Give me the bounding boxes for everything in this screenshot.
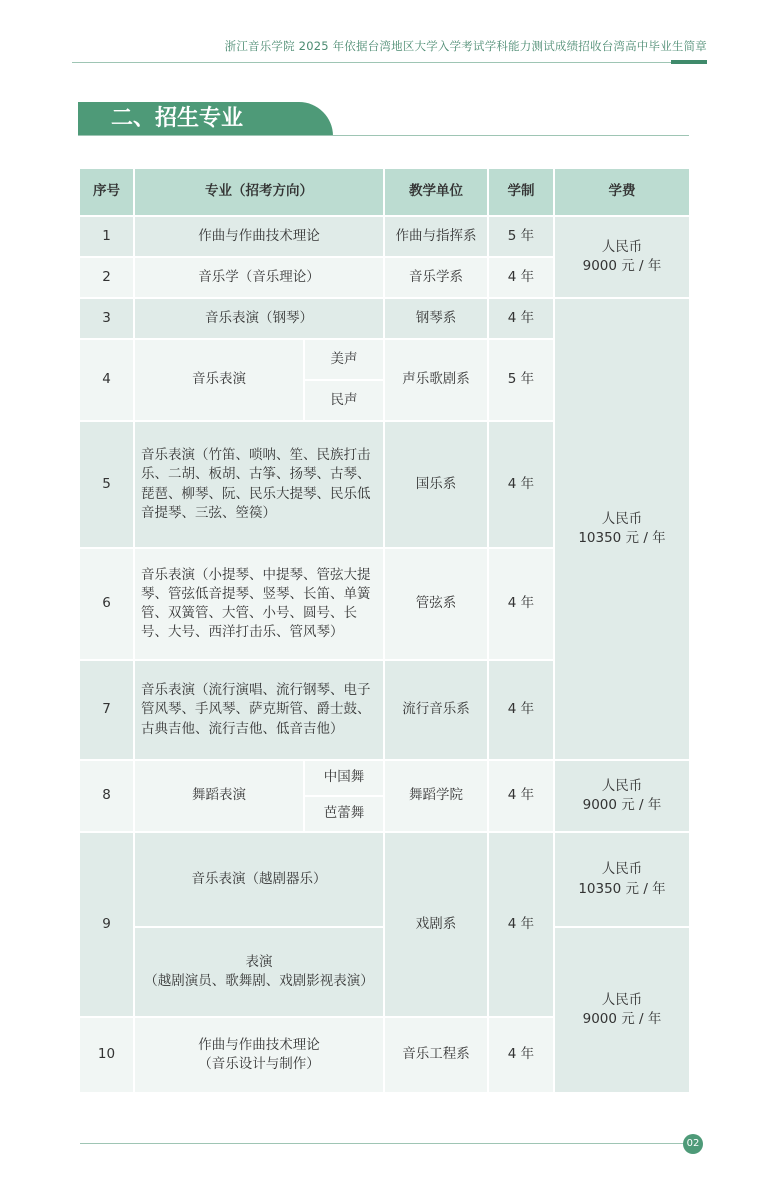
row-major: 音乐学（音乐理论） — [134, 257, 384, 298]
header-accent-bar — [671, 60, 707, 64]
fee-currency: 人民币 — [601, 861, 643, 878]
row-no: 10 — [79, 1017, 134, 1093]
row-unit: 作曲与指挥系 — [384, 216, 488, 257]
row-years: 4 年 — [488, 298, 554, 339]
header-fee: 学费 — [554, 168, 690, 216]
table-row — [79, 298, 690, 339]
row-no: 5 — [79, 421, 134, 548]
row-years: 5 年 — [488, 339, 554, 421]
fee-cell — [554, 832, 690, 927]
row-major-line: （音乐设计与制作） — [198, 1056, 320, 1072]
row-major: 舞蹈表演 — [134, 760, 304, 832]
fee-amount: 9000 元 / 年 — [582, 1011, 662, 1027]
row-major — [134, 1017, 384, 1093]
row-unit: 流行音乐系 — [384, 660, 488, 760]
page-number: 02 — [683, 1134, 703, 1154]
footer-divider — [80, 1143, 687, 1144]
row-major: 音乐表演（竹笛、唢呐、笙、民族打击乐、二胡、板胡、古筝、扬琴、古琴、琵琶、柳琴、阮、民乐大提琴、民乐低音提琴、三弦、箜篌） — [134, 421, 384, 548]
row-sub-major: 民声 — [304, 380, 384, 421]
header-no: 序号 — [79, 168, 134, 216]
row-years: 4 年 — [488, 257, 554, 298]
row-unit: 管弦系 — [384, 548, 488, 660]
fee-currency: 人民币 — [601, 238, 643, 255]
row-no: 1 — [79, 216, 134, 257]
fee-cell — [554, 760, 690, 832]
row-major — [134, 927, 384, 1017]
row-unit: 音乐学系 — [384, 257, 488, 298]
row-no: 7 — [79, 660, 134, 760]
row-no: 2 — [79, 257, 134, 298]
fee-amount: 10350 元 / 年 — [578, 880, 666, 897]
table-header-row — [79, 168, 690, 216]
row-major: 音乐表演（流行演唱、流行钢琴、电子管风琴、手风琴、萨克斯管、爵士鼓、古典吉他、流行吉他、低音吉他） — [134, 660, 384, 760]
row-unit: 钢琴系 — [384, 298, 488, 339]
row-sub-major: 中国舞 — [304, 760, 384, 796]
running-header-title: 浙江音乐学院 2025 年依据台湾地区大学入学考试学科能力测试成绩招收台湾高中毕业生简章 — [224, 39, 707, 53]
fee-currency: 人民币 — [601, 777, 643, 794]
row-no: 3 — [79, 298, 134, 339]
row-major: 音乐表演（钢琴） — [134, 298, 384, 339]
row-years: 4 年 — [488, 421, 554, 548]
row-unit: 国乐系 — [384, 421, 488, 548]
header-divider — [72, 62, 707, 63]
fee-cell — [554, 216, 690, 298]
row-sub-major: 美声 — [304, 339, 384, 380]
row-sub-major: 芭蕾舞 — [304, 796, 384, 832]
row-years: 4 年 — [488, 1017, 554, 1093]
row-years: 4 年 — [488, 832, 554, 1017]
row-years: 4 年 — [488, 660, 554, 760]
row-no: 6 — [79, 548, 134, 660]
fee-currency: 人民币 — [601, 991, 643, 1008]
row-major-line: 作曲与作曲技术理论 — [198, 1036, 320, 1053]
row-no: 8 — [79, 760, 134, 832]
row-major-line: 表演 — [245, 953, 273, 970]
row-unit: 声乐歌剧系 — [384, 339, 488, 421]
row-major-line: （越剧演员、歌舞剧、戏剧影视表演） — [144, 973, 374, 989]
row-major: 作曲与作曲技术理论 — [134, 216, 384, 257]
fee-amount: 10350 元 / 年 — [578, 530, 666, 546]
majors-table — [78, 167, 691, 1094]
table-row — [79, 760, 690, 796]
row-unit: 舞蹈学院 — [384, 760, 488, 832]
row-major: 音乐表演 — [134, 339, 304, 421]
table-row — [79, 216, 690, 257]
row-unit: 戏剧系 — [384, 832, 488, 1017]
fee-currency: 人民币 — [601, 510, 643, 527]
fee-amount: 9000 元 / 年 — [582, 797, 662, 813]
header-unit: 教学单位 — [384, 168, 488, 216]
row-unit: 音乐工程系 — [384, 1017, 488, 1093]
row-years: 5 年 — [488, 216, 554, 257]
table-row — [79, 832, 690, 927]
section-divider — [78, 135, 689, 136]
header-years: 学制 — [488, 168, 554, 216]
header-major: 专业（招考方向） — [134, 168, 384, 216]
row-major: 音乐表演（小提琴、中提琴、管弦大提琴、管弦低音提琴、竖琴、长笛、单簧管、双簧管、大管、小号、圆号、长号、大号、西洋打击乐、管风琴） — [134, 548, 384, 660]
fee-amount: 9000 元 / 年 — [582, 258, 662, 274]
row-major: 音乐表演（越剧器乐） — [134, 832, 384, 927]
fee-cell — [554, 298, 690, 760]
section-title: 二、招生专业 — [78, 102, 333, 136]
row-no: 9 — [79, 832, 134, 1017]
row-years: 4 年 — [488, 760, 554, 832]
row-years: 4 年 — [488, 548, 554, 660]
fee-cell — [554, 927, 690, 1093]
row-no: 4 — [79, 339, 134, 421]
